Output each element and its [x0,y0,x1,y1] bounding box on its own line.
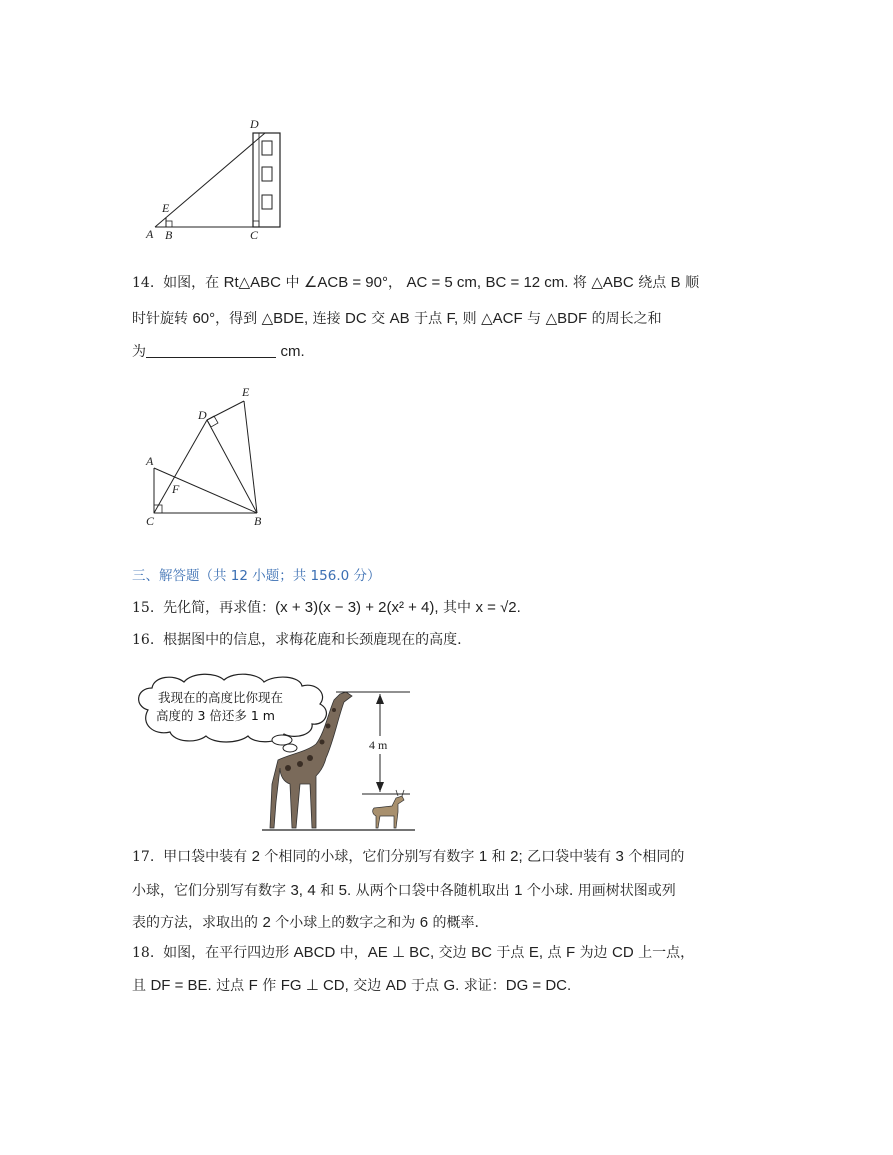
q16: 16. 根据图中的信息，求梅花鹿和长颈鹿现在的高度. [132,632,462,648]
thought-bubble [139,674,327,752]
q14-line2: 时针旋转 60°，得到 △BDE, 连接 DC 交 AB 于点 F, 则 △ACF 与 △BDF 的周长之和 [132,310,662,327]
q17-line1: 17. 甲口袋中装有 2 个相同的小球，它们分别写有数字 1 和 2; 乙口袋中装有 3 个相同的 [132,848,685,865]
label-A: A [146,454,154,468]
q14-line1: 14. 如图，在 Rt△ABC 中 ∠ACB = 90°， AC = 5 cm, BC = 12 cm. 将 △ABC 绕点 B 顺 [132,274,700,291]
label-C: C [250,228,259,242]
deer-image [373,790,404,828]
q18-line1: 18. 如图，在平行四边形 ABCD 中，AE ⊥ BC, 交边 BC 于点 E, 点 F 为边 CD 上一点， [132,944,695,961]
label-E: E [242,385,250,399]
bubble-line1: 我现在的高度比你现在 [158,690,284,705]
label-D: D [198,408,207,422]
label-D: D [250,117,259,131]
answer-blank [146,343,276,358]
label-C: C [146,514,155,528]
q14-line3: 为 cm. [132,343,305,360]
label-B: B [254,514,262,528]
q17-line3: 表的方法，求取出的 2 个小球上的数字之和为 6 的概率. [132,914,479,931]
section-title: 三、解答题（共 12 小题；共 156.0 分） [132,568,381,584]
label-F: F [172,482,180,496]
label-B: B [165,228,173,242]
bubble-line2: 高度的 3 倍还多 1 m [156,708,275,723]
q15: 15. 先化简，再求值：(x + 3)(x − 3) + 2(x² + 4), 其中 x = √2. [132,599,521,616]
label-E: E [162,201,170,215]
dimension-label: 4 m [369,738,388,752]
figure-13 [140,115,300,250]
q17-line2: 小球，它们分别写有数字 3, 4 和 5. 从两个口袋中各随机取出 1 个小球. 用画树状图或列 [132,882,676,899]
q18-line2: 且 DF = BE. 过点 F 作 FG ⊥ CD, 交边 AD 于点 G. 求证：DG = DC. [132,977,572,994]
label-A: A [146,227,154,241]
figure-14 [140,383,280,533]
figure-16 [130,672,420,837]
